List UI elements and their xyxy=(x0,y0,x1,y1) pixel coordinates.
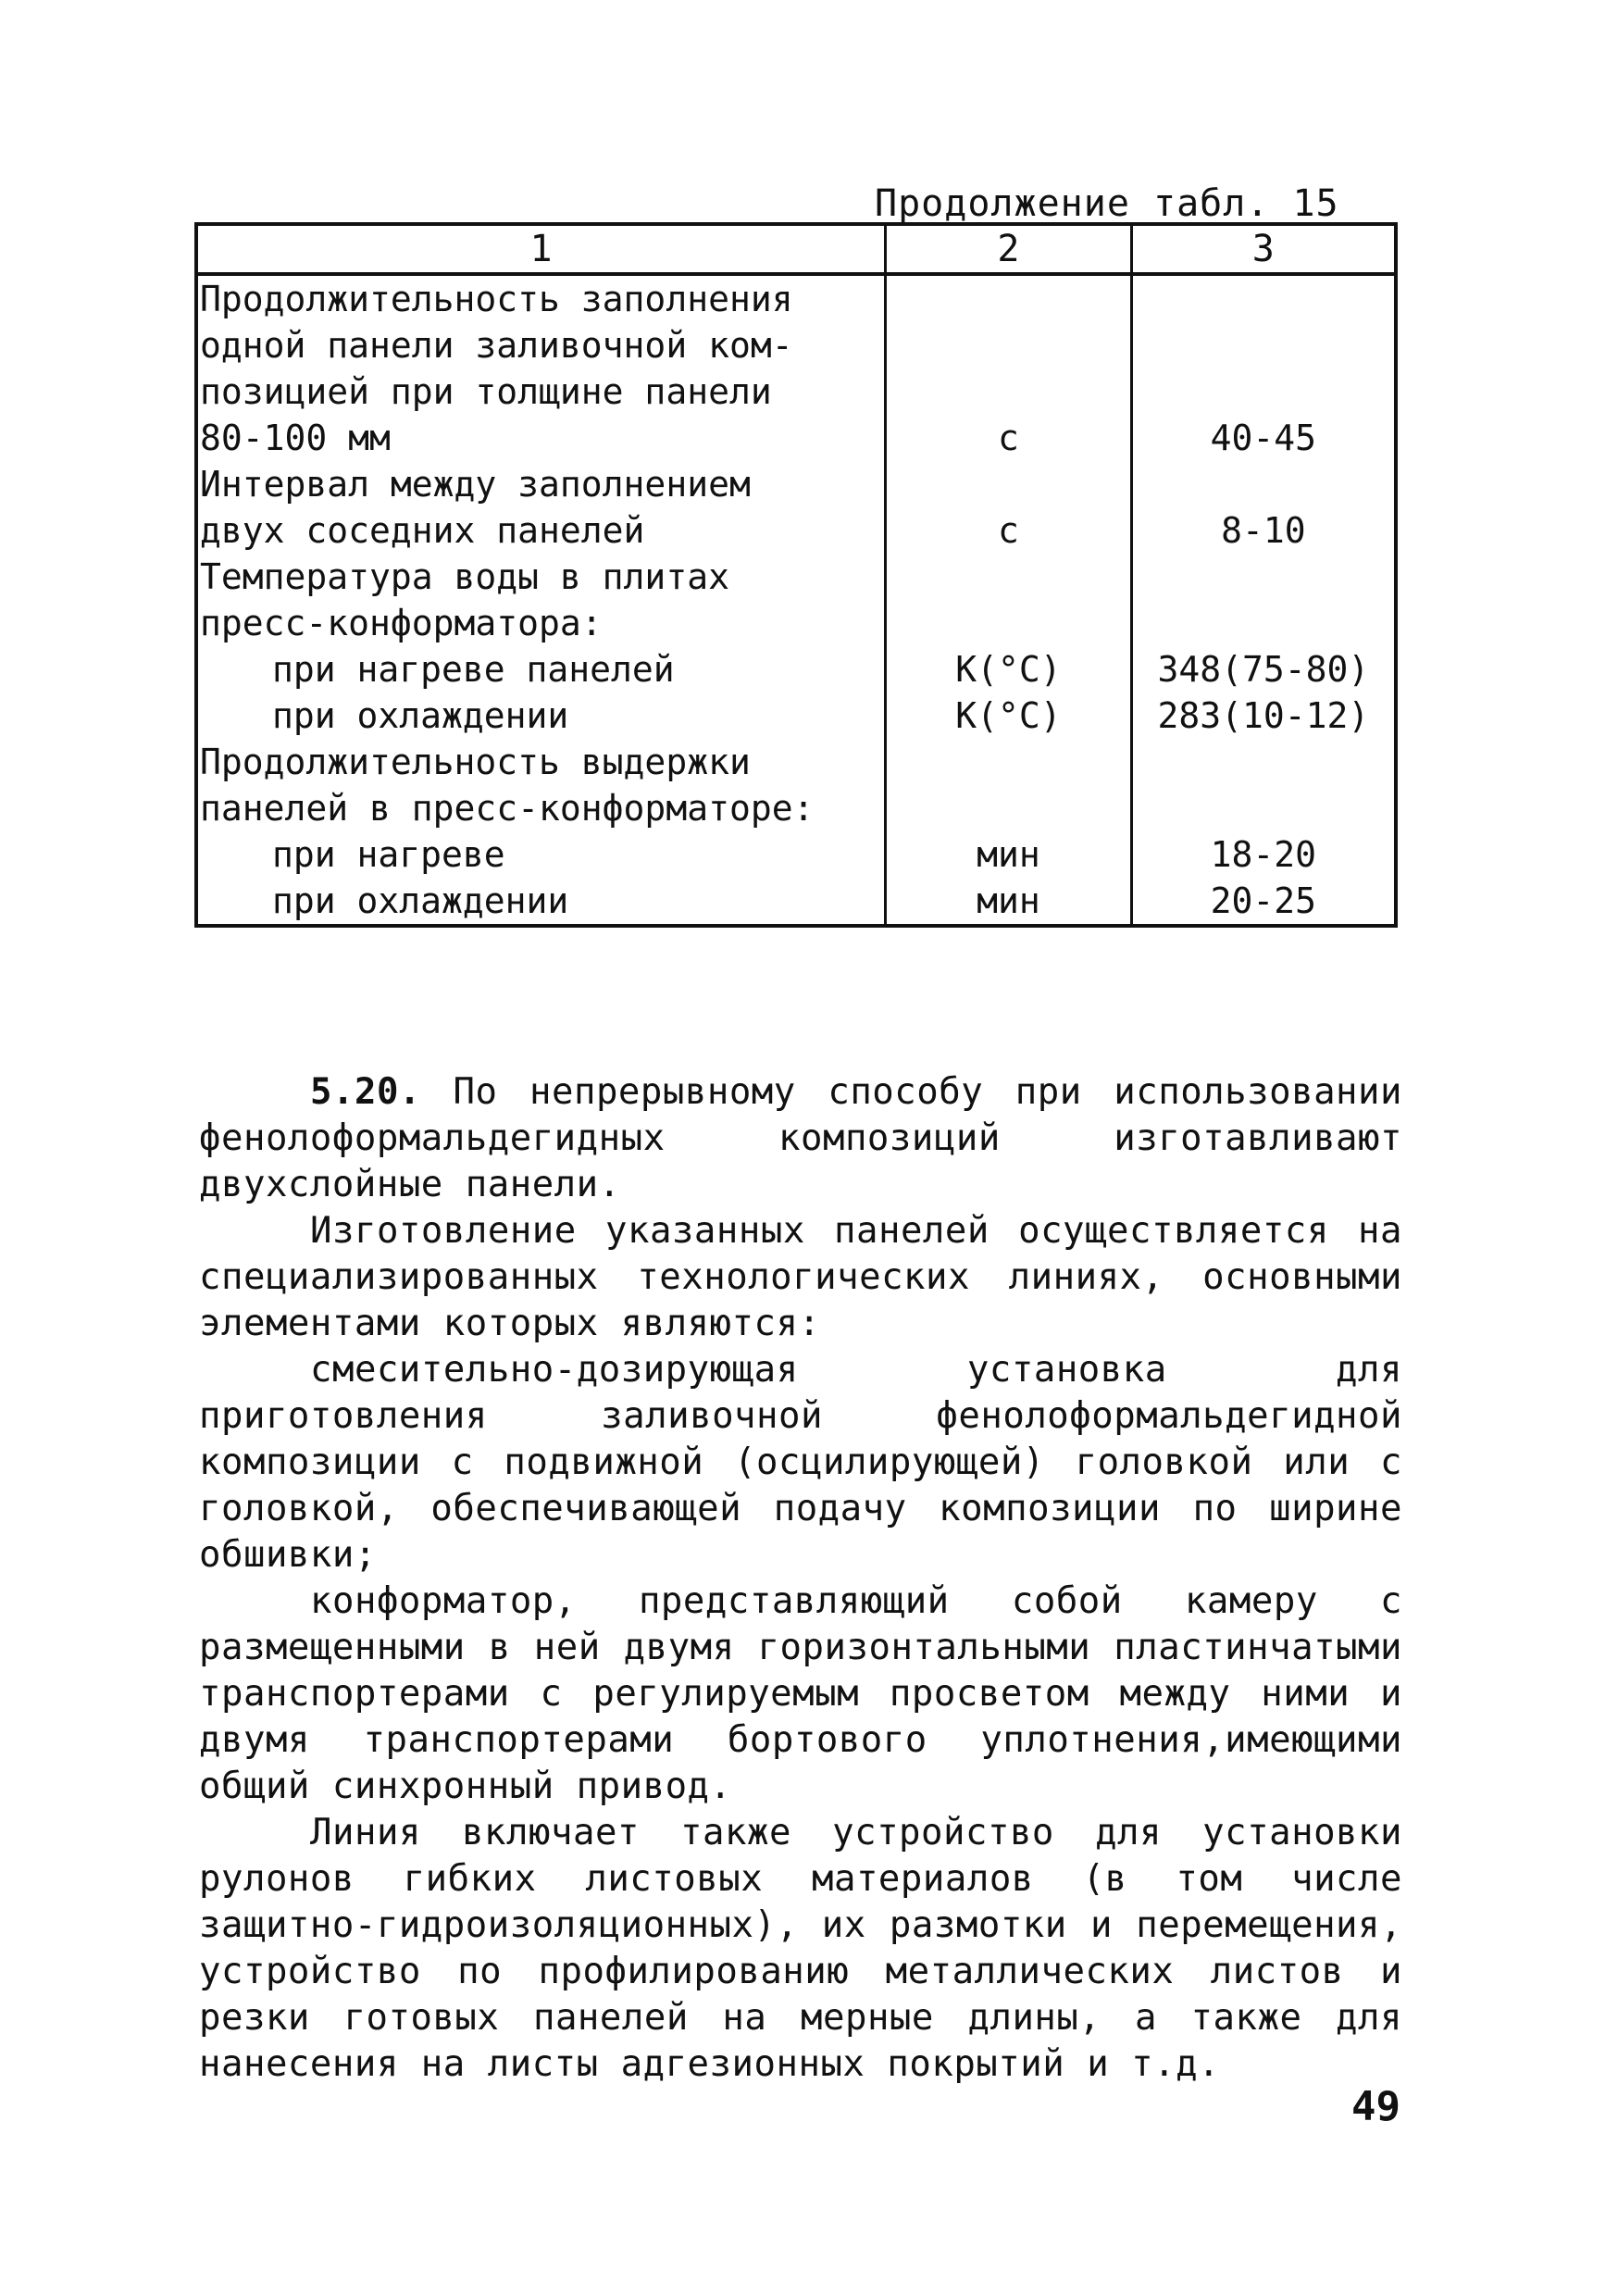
parameter-cell xyxy=(196,554,886,646)
parameter-line: при нагреве панелей xyxy=(272,649,675,690)
unit-cell xyxy=(886,554,1132,646)
unit-text: К(°С) xyxy=(955,649,1062,690)
unit-text: мин xyxy=(977,880,1040,921)
value-cell xyxy=(1131,831,1396,878)
data-table xyxy=(194,222,1398,928)
table-row xyxy=(196,554,1396,646)
paragraph xyxy=(199,1069,1402,1208)
value-cell xyxy=(1131,693,1396,739)
parameter-line: Продолжительность выдержки xyxy=(200,742,751,782)
table-caption: Продолжение табл. 15 xyxy=(875,182,1339,225)
value-cell xyxy=(1131,739,1396,831)
table-header-row xyxy=(196,224,1396,274)
unit-cell xyxy=(886,831,1132,878)
unit-cell xyxy=(886,461,1132,554)
value-text: 18-20 xyxy=(1210,834,1317,875)
unit-text xyxy=(887,600,1130,646)
parameter-line: панелей в пресс-конформаторе: xyxy=(200,788,815,829)
unit-text: с xyxy=(997,418,1019,458)
parameter-cell xyxy=(196,646,886,693)
paragraph-text: Линия включает также устройство для установки рулонов гибких листовых материалов (в том числе защитно-гидроизоляционных), их размотки и перемещения, устройство по профилированию металлических листов и резки готовых панелей на мерные длины, а также для нанесения на листы адгезионных покрытий и т.д. xyxy=(199,1812,1402,2085)
clause-number: 5.20. xyxy=(310,1071,421,1113)
value-cell xyxy=(1131,554,1396,646)
parameter-cell xyxy=(196,461,886,554)
paragraph-text: конформатор, представляющий собой камеру с размещенными в ней двумя горизонтальными пластинчатыми транспортерами с регулируемым просветом между ними и двумя транспортерами бортового уплотнения,имеющими общий синхронный привод. xyxy=(199,1580,1402,1807)
value-text xyxy=(1133,600,1394,646)
paragraph xyxy=(199,1810,1402,2088)
table-row xyxy=(196,461,1396,554)
parameter-line: двух соседних панелей xyxy=(200,510,645,551)
unit-cell xyxy=(886,646,1132,693)
body-text xyxy=(199,1069,1402,2088)
unit-text: мин xyxy=(977,834,1040,875)
parameter-line: 80-100 мм xyxy=(200,418,391,458)
value-text: 20-25 xyxy=(1210,880,1317,921)
list-item xyxy=(199,1347,1402,1578)
paragraph-text: По непрерывному способу при использовании фенолоформальдегидных композиций изготавливают двухслойные панели. xyxy=(199,1071,1403,1205)
table-row xyxy=(196,831,1396,878)
parameter-line: при нагреве xyxy=(272,834,505,875)
value-cell xyxy=(1131,461,1396,554)
column-header-1: 1 xyxy=(196,224,886,274)
parameter-cell xyxy=(196,878,886,926)
parameter-cell xyxy=(196,693,886,739)
value-text: 40-45 xyxy=(1210,418,1317,458)
parameter-line: Интервал между заполнением xyxy=(200,464,751,505)
paragraph-text: Изготовление указанных панелей осуществляется на специализированных технологических линиях, основными элементами которых являются: xyxy=(199,1210,1402,1344)
parameter-line: Температура воды в плитах xyxy=(200,556,729,597)
list-item xyxy=(199,1578,1402,1810)
unit-cell xyxy=(886,274,1132,461)
unit-cell xyxy=(886,693,1132,739)
paragraph-text: смесительно-дозирующая установка для приготовления заливочной фенолоформальдегидной композиции с подвижной (осцилирующей) головкой или с головкой, обеспечивающей подачу композиции по ширине обшивки; xyxy=(199,1349,1402,1576)
unit-cell xyxy=(886,878,1132,926)
parameter-line: при охлаждении xyxy=(272,880,569,921)
value-cell xyxy=(1131,646,1396,693)
unit-text xyxy=(887,785,1130,831)
parameter-line: при охлаждении xyxy=(272,695,569,736)
parameter-cell xyxy=(196,274,886,461)
table-row xyxy=(196,739,1396,831)
parameter-line: позицией при толщине панели xyxy=(200,371,772,412)
unit-text: с xyxy=(997,510,1019,551)
parameter-line: Продолжительность заполнения xyxy=(200,279,793,319)
parameter-line: одной панели заливочной ком- xyxy=(200,325,793,366)
value-text: 348(75-80) xyxy=(1157,649,1370,690)
column-header-2: 2 xyxy=(886,224,1132,274)
table-row xyxy=(196,646,1396,693)
value-text: 283(10-12) xyxy=(1157,695,1370,736)
table-row xyxy=(196,693,1396,739)
page-number: 49 xyxy=(1351,2083,1400,2130)
column-header-3: 3 xyxy=(1131,224,1396,274)
table-row xyxy=(196,878,1396,926)
table-row xyxy=(196,274,1396,461)
paragraph xyxy=(199,1208,1402,1347)
unit-cell xyxy=(886,739,1132,831)
value-text xyxy=(1133,785,1394,831)
value-cell xyxy=(1131,274,1396,461)
parameter-line: пресс-конформатора: xyxy=(200,603,603,643)
parameter-cell xyxy=(196,739,886,831)
value-text: 8-10 xyxy=(1221,510,1306,551)
unit-text: К(°С) xyxy=(955,695,1062,736)
parameter-cell xyxy=(196,831,886,878)
value-cell xyxy=(1131,878,1396,926)
